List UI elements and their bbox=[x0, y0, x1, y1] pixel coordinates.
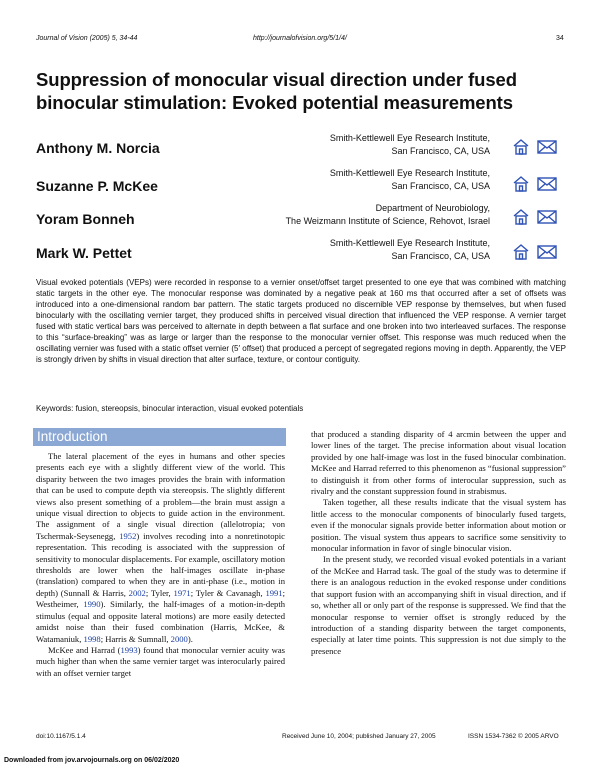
citation-link[interactable]: 2000 bbox=[170, 633, 188, 644]
citation-link[interactable]: 1993 bbox=[120, 644, 138, 655]
author-affiliation: Smith-Kettlewell Eye Research Institute, San Francisco, CA, USA bbox=[329, 238, 490, 261]
body-column-left bbox=[36, 451, 285, 679]
author-contact-icons bbox=[512, 138, 568, 156]
footer-doi: doi:10.1167/5.1.4 bbox=[36, 733, 86, 740]
citation-link[interactable]: 1990 bbox=[83, 599, 101, 610]
email-icon[interactable] bbox=[538, 141, 556, 153]
paragraph: McKee and Harrad (1993) found that monocular vernier acuity was much higher than when the same vernier target was interocularly paired with an offset vernier target bbox=[36, 644, 285, 678]
author-contact-icons bbox=[512, 243, 568, 261]
footer-received: Received June 10, 2004; published January 27, 2005 bbox=[282, 733, 436, 740]
citation-link[interactable]: 1952 bbox=[119, 530, 137, 541]
author-name: Anthony M. Norcia bbox=[36, 140, 160, 156]
citation-link[interactable]: 1998 bbox=[83, 633, 101, 644]
journal-url[interactable]: http://journalofvision.org/5/1/4/ bbox=[253, 35, 347, 42]
email-icon[interactable] bbox=[538, 246, 556, 258]
footer-issn: ISSN 1534-7362 © 2005 ARVO bbox=[468, 733, 559, 740]
citation-link[interactable]: 1971 bbox=[173, 587, 191, 598]
paper-title: Suppression of monocular visual direction under fused binocular stimulation: Evoked potential measurements bbox=[36, 69, 517, 113]
journal-citation: Journal of Vision (2005) 5, 34-44 bbox=[36, 35, 138, 42]
email-icon[interactable] bbox=[538, 211, 556, 223]
paragraph: Taken together, all these results indicate that the visual system has little access to the monocular components of binocularly fused targets, even if the monocular signals provide better information about motion or position. The visual system thus appears to sacrifice some sensitivity to monocular information in favor of single binocular vision. bbox=[311, 497, 566, 554]
paragraph: In the present study, we recorded visual evoked potentials in a variant of the McKee and Harrad task. The goal of the study was to determine if there is an analogous reduction in the evoked response under conditions that support fusion with an accompanying shift in visual direction, and if so, whether all or only part of the response is suppressed. We find that the monocular response to vernier offset is strongly reduced by the introduction of a standing disparity between the target components, especially at later time points. This suppression is not due simply to the presence bbox=[311, 554, 566, 656]
home-icon[interactable] bbox=[514, 210, 528, 224]
author-contact-icons bbox=[512, 175, 568, 193]
citation-link[interactable]: 2002 bbox=[128, 587, 146, 598]
keywords: Keywords: fusion, stereopsis, binocular interaction, visual evoked potentials bbox=[36, 404, 304, 413]
body-column-right bbox=[311, 429, 566, 657]
author-affiliation: Smith-Kettlewell Eye Research Institute, San Francisco, CA, USA bbox=[329, 168, 490, 191]
citation-link[interactable]: 1991 bbox=[265, 587, 283, 598]
section-heading: Introduction bbox=[37, 429, 108, 444]
author-affiliation: Department of Neurobiology, The Weizmann Institute of Science, Rehovot, Israel bbox=[285, 203, 490, 226]
home-icon[interactable] bbox=[514, 140, 528, 154]
author-name: Yoram Bonneh bbox=[36, 211, 135, 227]
page-number: 34 bbox=[556, 35, 564, 42]
author-affiliation: Smith-Kettlewell Eye Research Institute, San Francisco, CA, USA bbox=[329, 133, 490, 156]
paragraph: that produced a standing disparity of 4 arcmin between the upper and lower lines of the target. The precise information about visual location provided by one half-image was lost in the fused binocular combination. McKee and Harrad referred to this phenomenon as “fusional suppression” to distinguish it from other forms of interocular suppression, such as rivalry and the constant suppression found in strabismus. bbox=[311, 429, 566, 497]
home-icon[interactable] bbox=[514, 245, 528, 259]
paragraph: The lateral placement of the eyes in humans and other species presents each eye with a slightly different view of the world. This disparity between the two images provides the brain with information that can be used to compute depth via stereopsis. The slightly different views also present something of a problem—the brain must assign a unique visual direction to objects to guide action in the environment. The assignment of a single visual direction (allelotropia; von Tschermak-Seysenegg, 1952) involves recoding into a nonretinotopic representation. This recoding is associated with the suppression of sensitivity to monocular displacements. For example, oscillatory motion thresholds are lower when the half-images oscillate in-phase (translation) compared to when they are in anti-phase (i.e., motion in depth) (Sunnall & Harris, 2002; Tyler, 1971; Tyler & Cavanagh, 1991; Westheimer, 1990). Similarly, the half-images of a motion-in-depth stimulus (equal and opposite lateral motions) are more easily detected amidst noise than their fused combination (Harris, McKee, & Watamaniuk, 1998; Harris & Sumnall, 2000). bbox=[36, 451, 286, 644]
download-notice: Downloaded from jov.arvojournals.org on 06/02/2020 bbox=[4, 757, 180, 764]
author-name: Suzanne P. McKee bbox=[36, 178, 158, 194]
author-name: Mark W. Pettet bbox=[36, 245, 132, 261]
email-icon[interactable] bbox=[538, 178, 556, 190]
abstract: Visual evoked potentials (VEPs) were recorded in response to a vernier onset/offset target presented to one eye that was combined with matching static targets in the other eye. The monocular response was dominated by a negative peak at 160 ms that occurred after a set of offsets was introduced into a one-dimensional random bar pattern. The static targets produced no discernible VEP response by themselves, but when fused binocularly with the oscillating vernier target, they produced shifts in perceived visual direction that influenced the VEP response. A vernier target fused with static vertical bars was perceived to alternate in depth between a flat surface and one broken into two interleaved surfaces. The response to this “surface-breaking” was as large or larger than the response to the monocular vernier offset. This response was much reduced when the oscillating vernier was fused with a static offset vernier (5′ offset) that produced a percept of segregated regions moving in depth. Apparently, the VEP is strongly driven by shifts in visual direction that alter surface, texture, or contour contiguity. bbox=[36, 278, 566, 364]
author-contact-icons bbox=[512, 208, 568, 226]
home-icon[interactable] bbox=[514, 177, 528, 191]
